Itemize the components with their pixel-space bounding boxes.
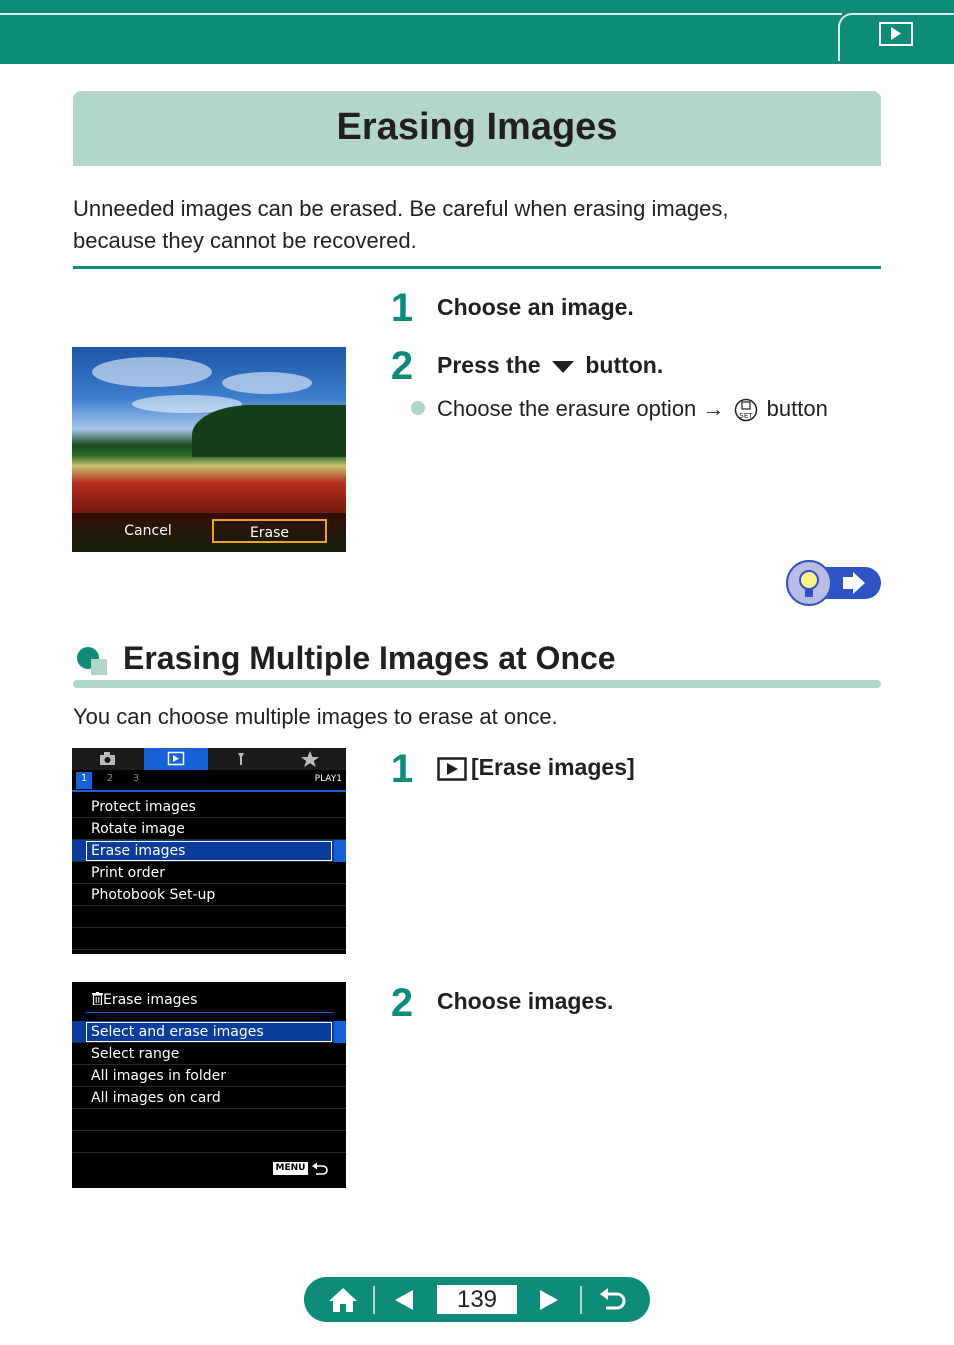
tip-next-icon[interactable] [785,560,881,606]
play-icon [169,753,184,765]
erase-menu-title: Erase images [103,992,198,1008]
menu-item-label: All images in folder [91,1068,227,1084]
menu-item-label: Select range [91,1046,180,1062]
erase-button[interactable]: Erase [212,519,327,543]
menu-tab-icons [72,748,346,770]
menu-item-erase-images[interactable] [72,840,346,862]
nav-separator [580,1286,582,1314]
intro-text [73,193,833,257]
menu-item-select-range[interactable] [72,1043,346,1065]
subtab-3[interactable]: 3 [132,773,140,784]
menu-item-label: Rotate image [91,821,185,837]
menu-item-label: All images on card [91,1090,221,1106]
intro-line-1: Unneeded images can be erased. Be careful when erasing images, [73,196,729,221]
menu-page-label: PLAY1 [314,774,342,784]
play-icon [437,757,467,781]
menu-item-all-in-folder[interactable] [72,1065,346,1087]
section-2-rule [73,680,881,688]
return-icon[interactable] [312,1161,328,1176]
menu-item-label: Print order [91,865,165,881]
menu-item-photobook-setup[interactable] [72,884,346,906]
menu-item-empty [72,906,346,928]
camera-menu-erase [72,982,346,1188]
bullet-text [437,396,828,423]
home-icon[interactable] [328,1286,358,1314]
page-number[interactable]: 139 [437,1285,517,1314]
menu-item-select-and-erase[interactable] [72,1021,346,1043]
page-title: Erasing Images [336,106,618,148]
section-2-step-number-1: 1 [390,747,414,791]
section-2-step-text-1 [437,754,635,781]
menu-item-label: Erase images [91,843,186,859]
section-2-intro: You can choose multiple images to erase at once. [73,704,558,729]
step-text-1: Choose an image. [437,294,634,320]
top-bar-line [0,13,842,15]
top-bar [0,0,954,64]
play-icon [879,22,913,46]
step-2-before: Press the [437,352,541,378]
section-bullet-square [91,659,107,675]
subtab-2[interactable]: 2 [106,773,114,784]
step-number-2: 2 [390,344,414,388]
erase-images-label: [Erase images] [471,754,635,780]
bullet-dot [411,401,425,415]
cloud [222,372,312,394]
bullet-before: Choose the erasure option → [437,396,725,421]
menu-item-all-on-card[interactable] [72,1087,346,1109]
tree-line [192,405,346,457]
cancel-button[interactable]: Cancel [124,523,172,539]
subtab-1[interactable]: 1 [80,773,88,784]
nav-separator [373,1286,375,1314]
bullet-after: button [766,396,828,421]
back-icon[interactable] [598,1287,628,1313]
camera-screen-photo [72,347,346,552]
section-2-step-number-2: 2 [390,981,414,1025]
camera-menu-play1 [72,748,346,954]
menu-button-label[interactable]: MENU [273,1162,308,1175]
menu-item-empty [72,928,346,950]
svg-text:SET: SET [738,412,753,421]
menu-item-print-order[interactable] [72,862,346,884]
menu-item-empty [72,1109,346,1131]
menu-item-rotate-image[interactable] [72,818,346,840]
trash-icon [92,992,103,1005]
wrench-icon [238,753,244,765]
step-2-after: button. [585,352,664,378]
camera-icon [100,752,115,765]
section-2-title: Erasing Multiple Images at Once [123,640,616,676]
step-number-1: 1 [390,286,414,330]
func-set-icon [734,397,758,423]
step-text-2 [437,352,663,379]
menu-item-label: Photobook Set-up [91,887,216,903]
header-divider [86,1012,334,1013]
section-rule [73,266,881,269]
erase-menu-header [92,992,197,1008]
down-triangle-icon [551,360,575,374]
menu-item-label: Select and erase images [91,1024,264,1040]
intro-line-2: because they cannot be recovered. [73,228,417,253]
menu-item-protect-images[interactable] [72,796,346,818]
menu-item-label: Protect images [91,799,196,815]
star-icon [301,751,319,767]
next-icon[interactable] [537,1288,561,1312]
selection-edge [334,1021,346,1043]
menu-item-empty [72,1131,346,1153]
prev-icon[interactable] [392,1288,416,1312]
selection-edge [334,840,346,862]
cloud [92,357,212,387]
section-2-step-text-2: Choose images. [437,988,614,1014]
